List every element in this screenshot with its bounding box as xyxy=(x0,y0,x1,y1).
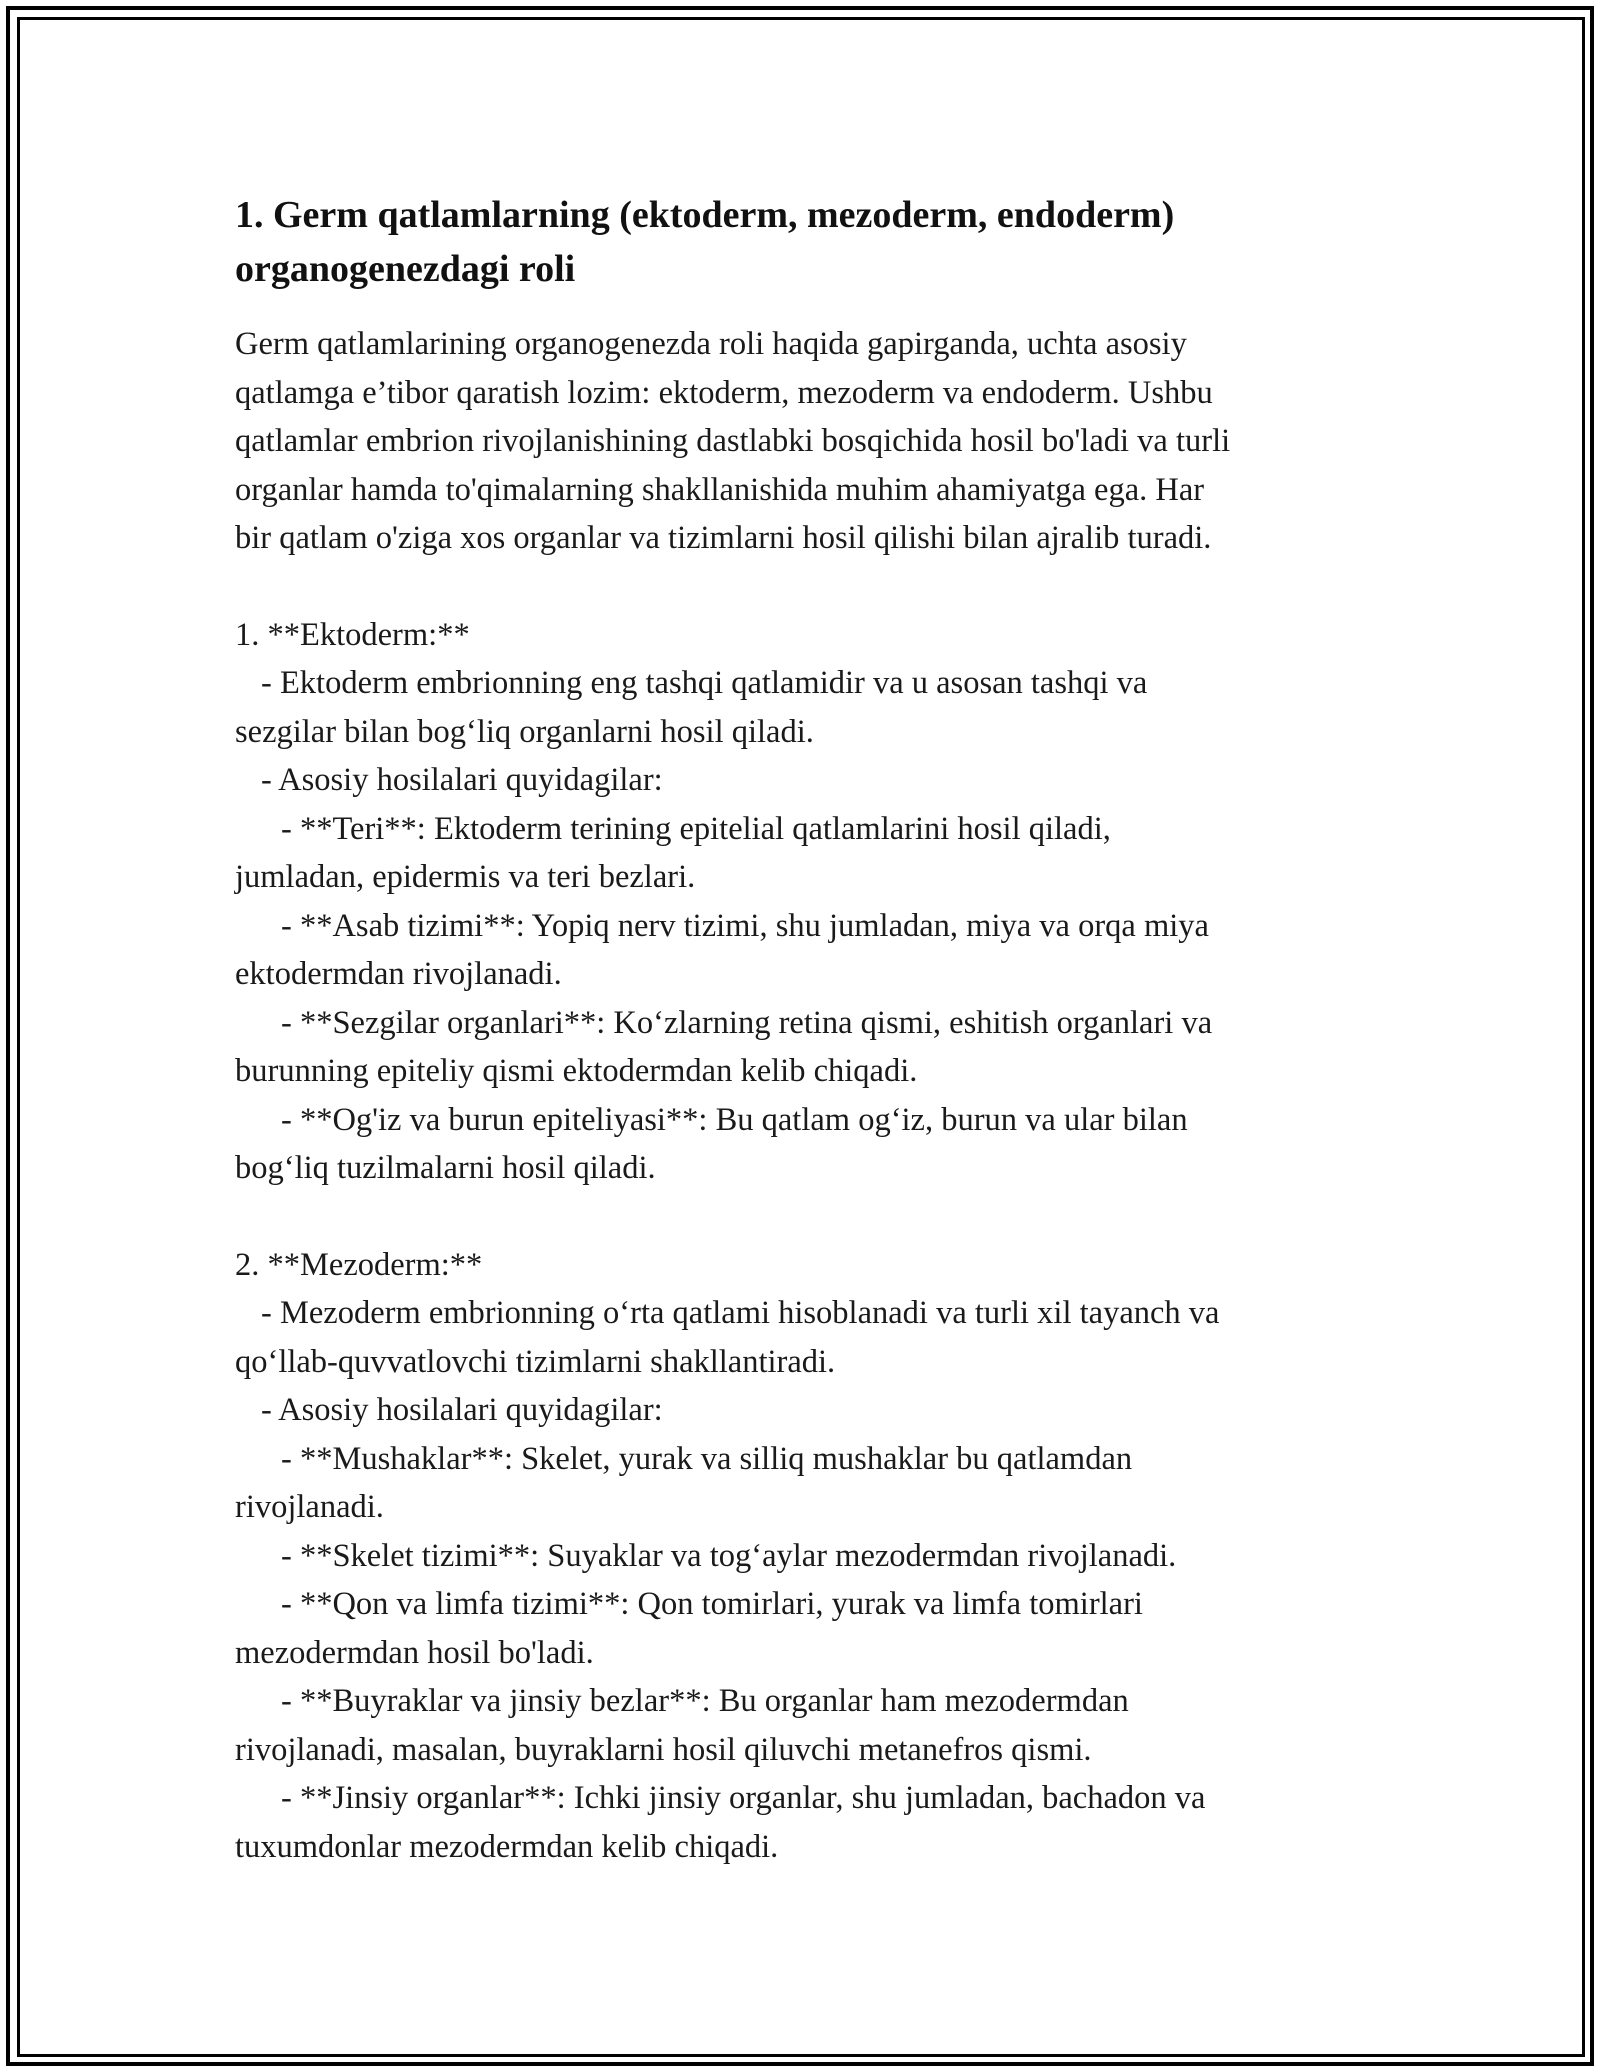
list-item-line: - **Buyraklar va jinsiy bezlar**: Bu organlar ham mezodermdan xyxy=(281,1683,1129,1719)
mezoderm-desc-line: - Mezoderm embrionning o‘rta qatlami hisoblanadi va turli xil tayanch va xyxy=(261,1295,1220,1331)
intro-line: bir qatlam o'ziga xos organlar va tizimlarni hosil qilishi bilan ajralib turadi. xyxy=(235,520,1212,556)
list-item-line: - **Skelet tizimi**: Suyaklar va tog‘aylar mezodermdan rivojlanadi. xyxy=(281,1537,1177,1574)
heading-line-1: 1. Germ qatlamlarning (ektoderm, mezoderm, endoderm) xyxy=(235,194,1175,236)
ektoderm-subheading: - Asosiy hosilalari quyidagilar: xyxy=(261,762,663,798)
spacer xyxy=(235,563,1385,611)
intro-line: qatlamlar embrion rivojlanishining dastlabki bosqichida hosil bo'ladi va turli xyxy=(235,423,1231,459)
list-item-line: - **Jinsiy organlar**: Ichki jinsiy organlar, shu jumladan, bachadon va xyxy=(281,1780,1206,1816)
list-item-line: burunning epiteliy qismi ektodermdan kelib chiqadi. xyxy=(235,1053,918,1089)
mezoderm-title: 2. **Mezoderm:** xyxy=(235,1246,483,1283)
intro-paragraph xyxy=(235,320,1385,563)
spacer xyxy=(235,1193,1385,1241)
ektoderm-desc-line: sezgilar bilan bog‘liq organlarni hosil qiladi. xyxy=(235,713,814,750)
document-page xyxy=(235,188,1385,1871)
list-item-line: bog‘liq tuzilmalarni hosil qiladi. xyxy=(235,1150,656,1186)
mezoderm-subheading: - Asosiy hosilalari quyidagilar: xyxy=(261,1392,663,1428)
list-item-line: mezodermdan hosil bo'ladi. xyxy=(235,1634,594,1671)
list-item-line: - **Asab tizimi**: Yopiq nerv tizimi, shu jumladan, miya va orqa miya xyxy=(281,907,1209,944)
list-item-line: - **Sezgilar organlari**: Ko‘zlarning retina qismi, eshitish organlari va xyxy=(281,1004,1213,1041)
list-item-line: - **Qon va limfa tizimi**: Qon tomirlari, yurak va limfa tomirlari xyxy=(281,1586,1143,1622)
list-item-line: tuxumdonlar mezodermdan kelib chiqadi. xyxy=(235,1828,779,1865)
ektoderm-desc-line: - Ektoderm embrionning eng tashqi qatlamidir va u asosan tashqi va xyxy=(261,665,1148,701)
mezoderm-section xyxy=(235,1241,1385,1872)
list-item-line: - **Mushaklar**: Skelet, yurak va silliq mushaklar bu qatlamdan xyxy=(281,1440,1133,1477)
list-item-line: - **Og'iz va burun epiteliyasi**: Bu qatlam og‘iz, burun va ular bilan xyxy=(281,1101,1188,1138)
intro-line: qatlamga e’tibor qaratish lozim: ektoderm, mezoderm va endoderm. Ushbu xyxy=(235,374,1213,411)
mezoderm-desc-line: qo‘llab-quvvatlovchi tizimlarni shakllantiradi. xyxy=(235,1343,836,1380)
list-item-line: ektodermdan rivojlanadi. xyxy=(235,956,562,992)
intro-line: Germ qatlamlarining organogenezda roli haqida gapirganda, uchta asosiy xyxy=(235,326,1187,362)
ektoderm-section xyxy=(235,611,1385,1193)
ektoderm-title: 1. **Ektoderm:** xyxy=(235,616,470,653)
intro-line: organlar hamda to'qimalarning shakllanishida muhim ahamiyatga ega. Har xyxy=(235,471,1205,508)
heading-line-2: organogenezdagi roli xyxy=(235,248,576,290)
list-item-line: rivojlanadi. xyxy=(235,1489,384,1525)
section-heading xyxy=(235,188,1385,296)
list-item-line: jumladan, epidermis va teri bezlari. xyxy=(235,859,696,895)
list-item-line: rivojlanadi, masalan, buyraklarni hosil qiluvchi metanefros qismi. xyxy=(235,1731,1092,1768)
list-item-line: - **Teri**: Ektoderm terining epitelial qatlamlarini hosil qiladi, xyxy=(281,810,1111,847)
